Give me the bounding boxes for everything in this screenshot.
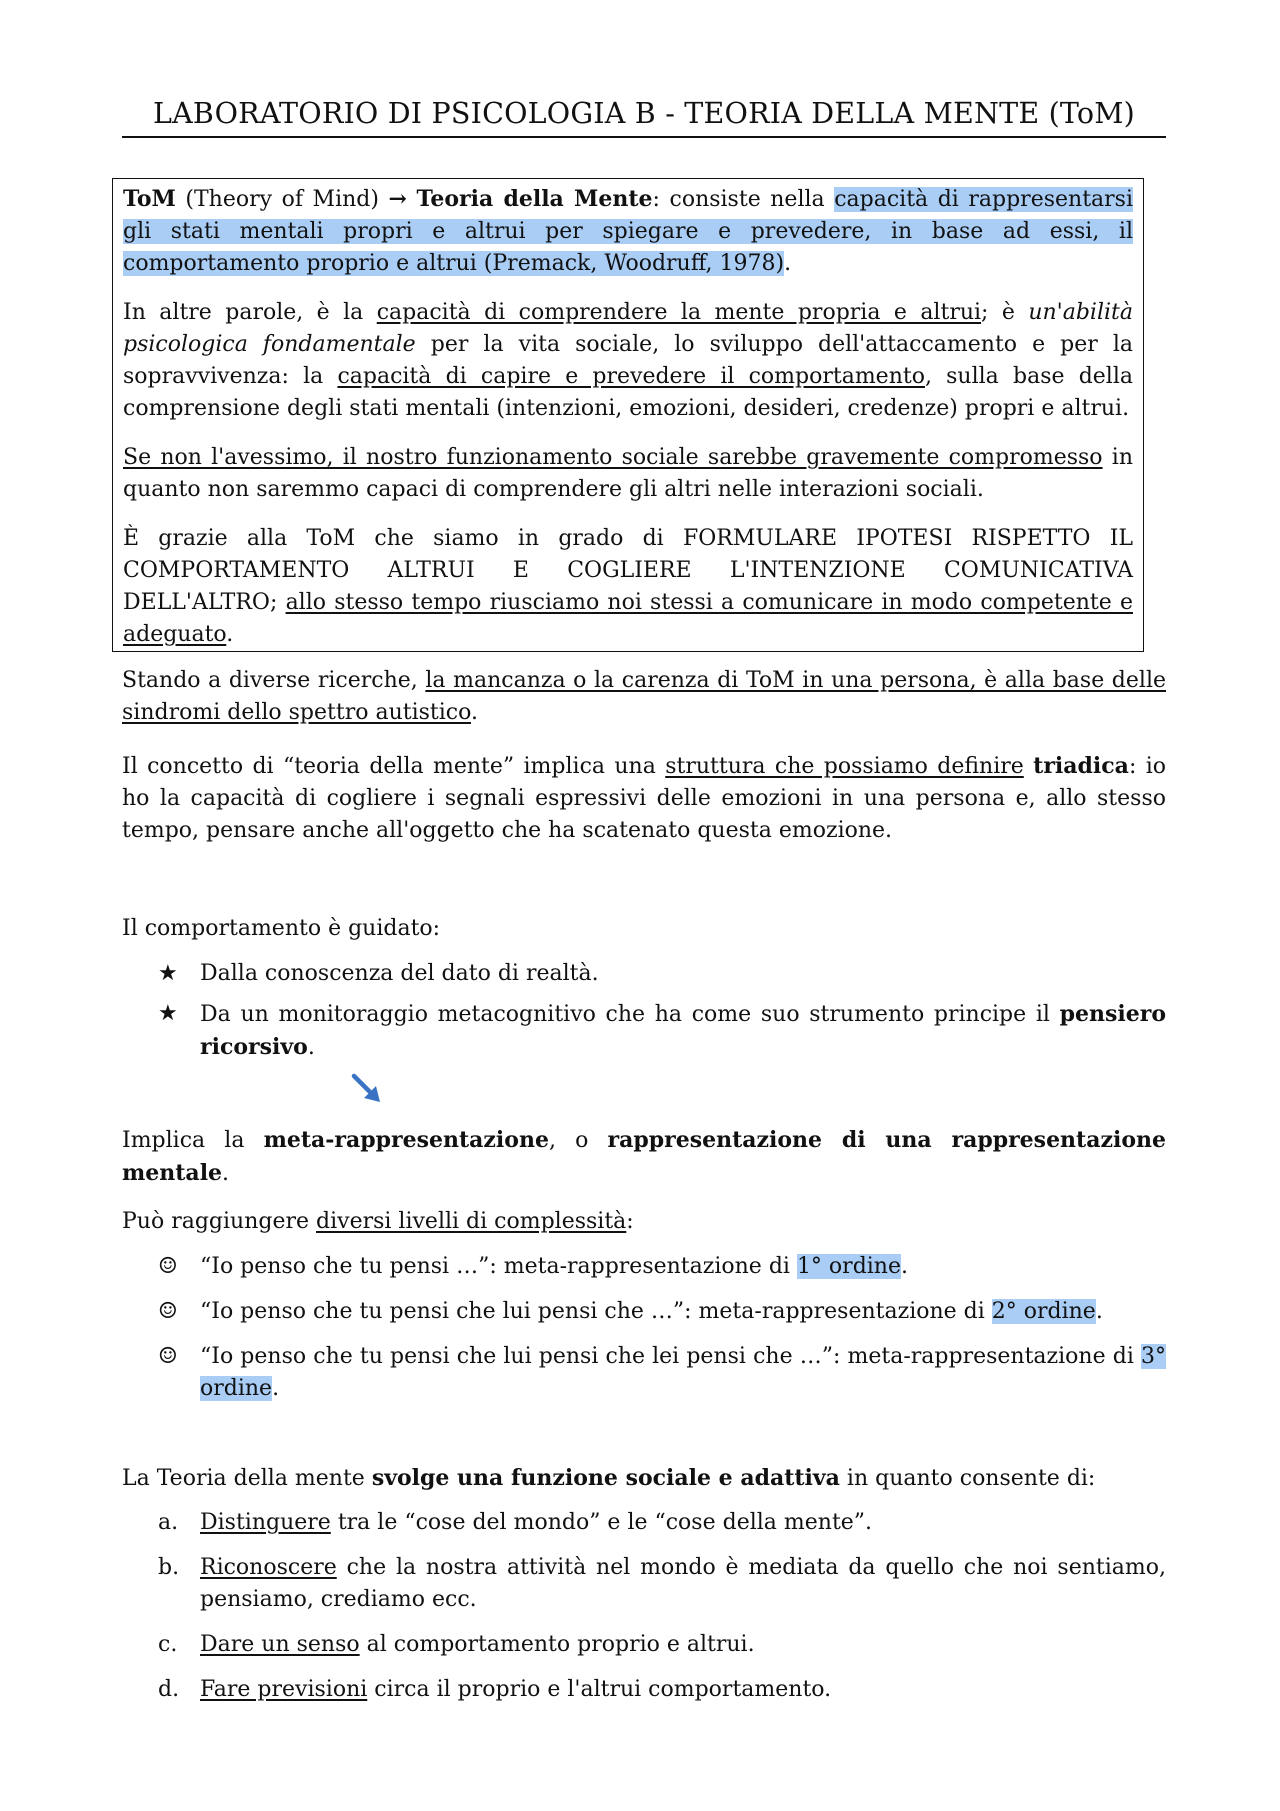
text: Il comportamento è guidato: (122, 916, 441, 941)
tom-english: (Theory of Mind) (175, 187, 389, 212)
bold-text: meta-rappresentazione (263, 1127, 549, 1153)
autism-paragraph (122, 665, 1166, 729)
list-marker: d. (158, 1677, 180, 1702)
highlighted-text: 2° ordine (991, 1299, 1096, 1324)
text (1024, 754, 1033, 779)
text: . (272, 1376, 280, 1401)
text: Implica la (122, 1128, 264, 1153)
star-icon: ★ (158, 961, 178, 986)
underlined-text: struttura che possiamo definire (665, 754, 1024, 779)
text: . (226, 622, 234, 647)
list-item (122, 1251, 1166, 1283)
text: La Teoria della mente (122, 1466, 372, 1491)
text: . (901, 1254, 908, 1279)
text: Dalla conoscenza del dato di realtà. (200, 961, 599, 986)
underlined-text: capacità di comprendere la mente propria e altrui (376, 300, 982, 325)
tom-term: ToM (123, 186, 176, 212)
right-arrow-icon: → (388, 186, 407, 212)
underlined-text: Riconoscere (200, 1555, 337, 1580)
star-icon: ★ (158, 1001, 178, 1026)
definition-box (112, 178, 1144, 652)
underlined-text: Fare previsioni (200, 1677, 368, 1702)
text: . (307, 1035, 315, 1060)
levels-intro (122, 1206, 1166, 1238)
list-item (122, 1507, 1166, 1539)
list-item (122, 1674, 1166, 1706)
list-marker: a. (158, 1510, 179, 1535)
text: che la nostra attività nel mondo è mediata da quello che noi sentiamo, pensiamo, crediamo ecc. (200, 1555, 1166, 1612)
page-title: LABORATORIO DI PSICOLOGIA B - TEORIA DELLA MENTE (ToM) (122, 94, 1166, 138)
text: : io ho la capacità di cogliere i segnali espressivi delle emozioni in una persona e, allo stesso tempo, pensare anche all'oggetto che ha scatenato questa emozione. (122, 754, 1166, 843)
list-marker: b. (158, 1555, 180, 1580)
text: in quanto non saremmo capaci di comprendere gli altri nelle interazioni sociali. (123, 445, 1134, 502)
list-item (122, 1629, 1166, 1661)
text: al comportamento proprio e altrui. (359, 1632, 755, 1657)
definition-paragraph (123, 183, 1133, 280)
thanks-to-tom-paragraph (123, 523, 1133, 651)
text: . (222, 1161, 230, 1186)
text: “Io penso che tu pensi che lui pensi che lei pensi che …”: meta-rappresentazione di (200, 1344, 1141, 1369)
text: in quanto consente di: (839, 1466, 1096, 1491)
text: , sulla base della comprensione degli stati mentali (intenzioni, emozioni, desideri, credenze) propri e altrui. (123, 364, 1133, 421)
text: Può raggiungere (122, 1209, 317, 1234)
underlined-text: Distinguere (200, 1510, 331, 1535)
underlined-text: allo stesso tempo riusciamo noi stessi a comunicare in modo competente e adeguato (123, 590, 1133, 647)
behavior-intro (122, 913, 1166, 945)
text: Il concetto di “teoria della mente” implica una (122, 754, 666, 779)
bold-text: rappresentazione di una rappresentazione mentale (122, 1127, 1166, 1186)
underlined-text: Se non l'avessimo, il nostro funzionamento sociale sarebbe gravemente compromesso (123, 445, 1103, 470)
list-marker: c. (158, 1632, 178, 1657)
text: : (626, 1209, 634, 1234)
text: “Io penso che tu pensi che lui pensi che …”: meta-rappresentazione di (200, 1299, 992, 1324)
levels-list (122, 1251, 1166, 1405)
text: , o (548, 1128, 608, 1153)
underlined-text: capacità di capire e prevedere il comportamento (337, 364, 925, 389)
highlighted-text: 1° ordine (796, 1254, 901, 1279)
text: per la vita sociale, lo sviluppo dell'attaccamento e per la sopravvivenza: la (123, 332, 1133, 389)
in-other-words-paragraph (123, 297, 1133, 425)
behavior-list (122, 958, 1166, 1064)
definition-text: : consiste nella (652, 187, 835, 212)
smiley-icon: ☺ (158, 1299, 178, 1324)
bold-text: triadica (1033, 753, 1129, 779)
tom-italian: Teoria della Mente (416, 186, 653, 212)
text: Stando a diverse ricerche, (122, 668, 426, 693)
text: circa il proprio e l'altrui comportamento. (367, 1677, 832, 1702)
highlighted-text: 3° ordine (200, 1344, 1166, 1401)
text: tra le “cose del mondo” e le “cose della mente”. (330, 1510, 873, 1535)
list-item (122, 1341, 1166, 1405)
function-intro (122, 1462, 1166, 1495)
meta-representation-paragraph (122, 1124, 1166, 1190)
underlined-text: la mancanza o la carenza di ToM in una persona, è alla base delle sindromi dello spettro autistico (122, 668, 1167, 725)
definition-end: . (784, 251, 792, 276)
italic-text: un'abilità psicologica fondamentale (123, 300, 1133, 357)
text: ; è (981, 300, 1029, 325)
underlined-text: diversi livelli di complessità (316, 1209, 627, 1234)
without-tom-paragraph (123, 442, 1133, 506)
list-item (122, 1552, 1166, 1616)
triadic-paragraph (122, 750, 1166, 847)
smiley-icon: ☺ (158, 1254, 178, 1279)
text: . (470, 700, 478, 725)
text: . (1095, 1299, 1103, 1324)
bold-text: pensiero ricorsivo (200, 1001, 1166, 1060)
list-item (122, 998, 1166, 1064)
text: Da un monitoraggio metacognitivo che ha come suo strumento principe il (200, 1002, 1060, 1027)
text: In altre parole, è la (123, 300, 377, 325)
down-right-arrow-icon (350, 1072, 384, 1106)
list-item (122, 958, 1166, 990)
text: È grazie alla ToM che siamo in grado di FORMULARE IPOTESI RISPETTO IL COMPORTAMENTO ALTRUI E COGLIERE L'INTENZIONE COMUNICATIVA DELL'ALTRO; (123, 526, 1133, 615)
function-list (122, 1507, 1166, 1706)
list-item (122, 1296, 1166, 1328)
smiley-icon: ☺ (158, 1344, 178, 1369)
underlined-text: Dare un senso (200, 1632, 360, 1657)
bold-text: svolge una funzione sociale e adattiva (371, 1465, 840, 1491)
highlighted-definition: capacità di rappresentarsi gli stati mentali propri e altrui per spiegare e prevedere, in base ad essi, il comportamento proprio e altrui (Premack, Woodruff, 1978) (123, 187, 1133, 276)
text: “Io penso che tu pensi …”: meta-rappresentazione di (200, 1254, 797, 1279)
